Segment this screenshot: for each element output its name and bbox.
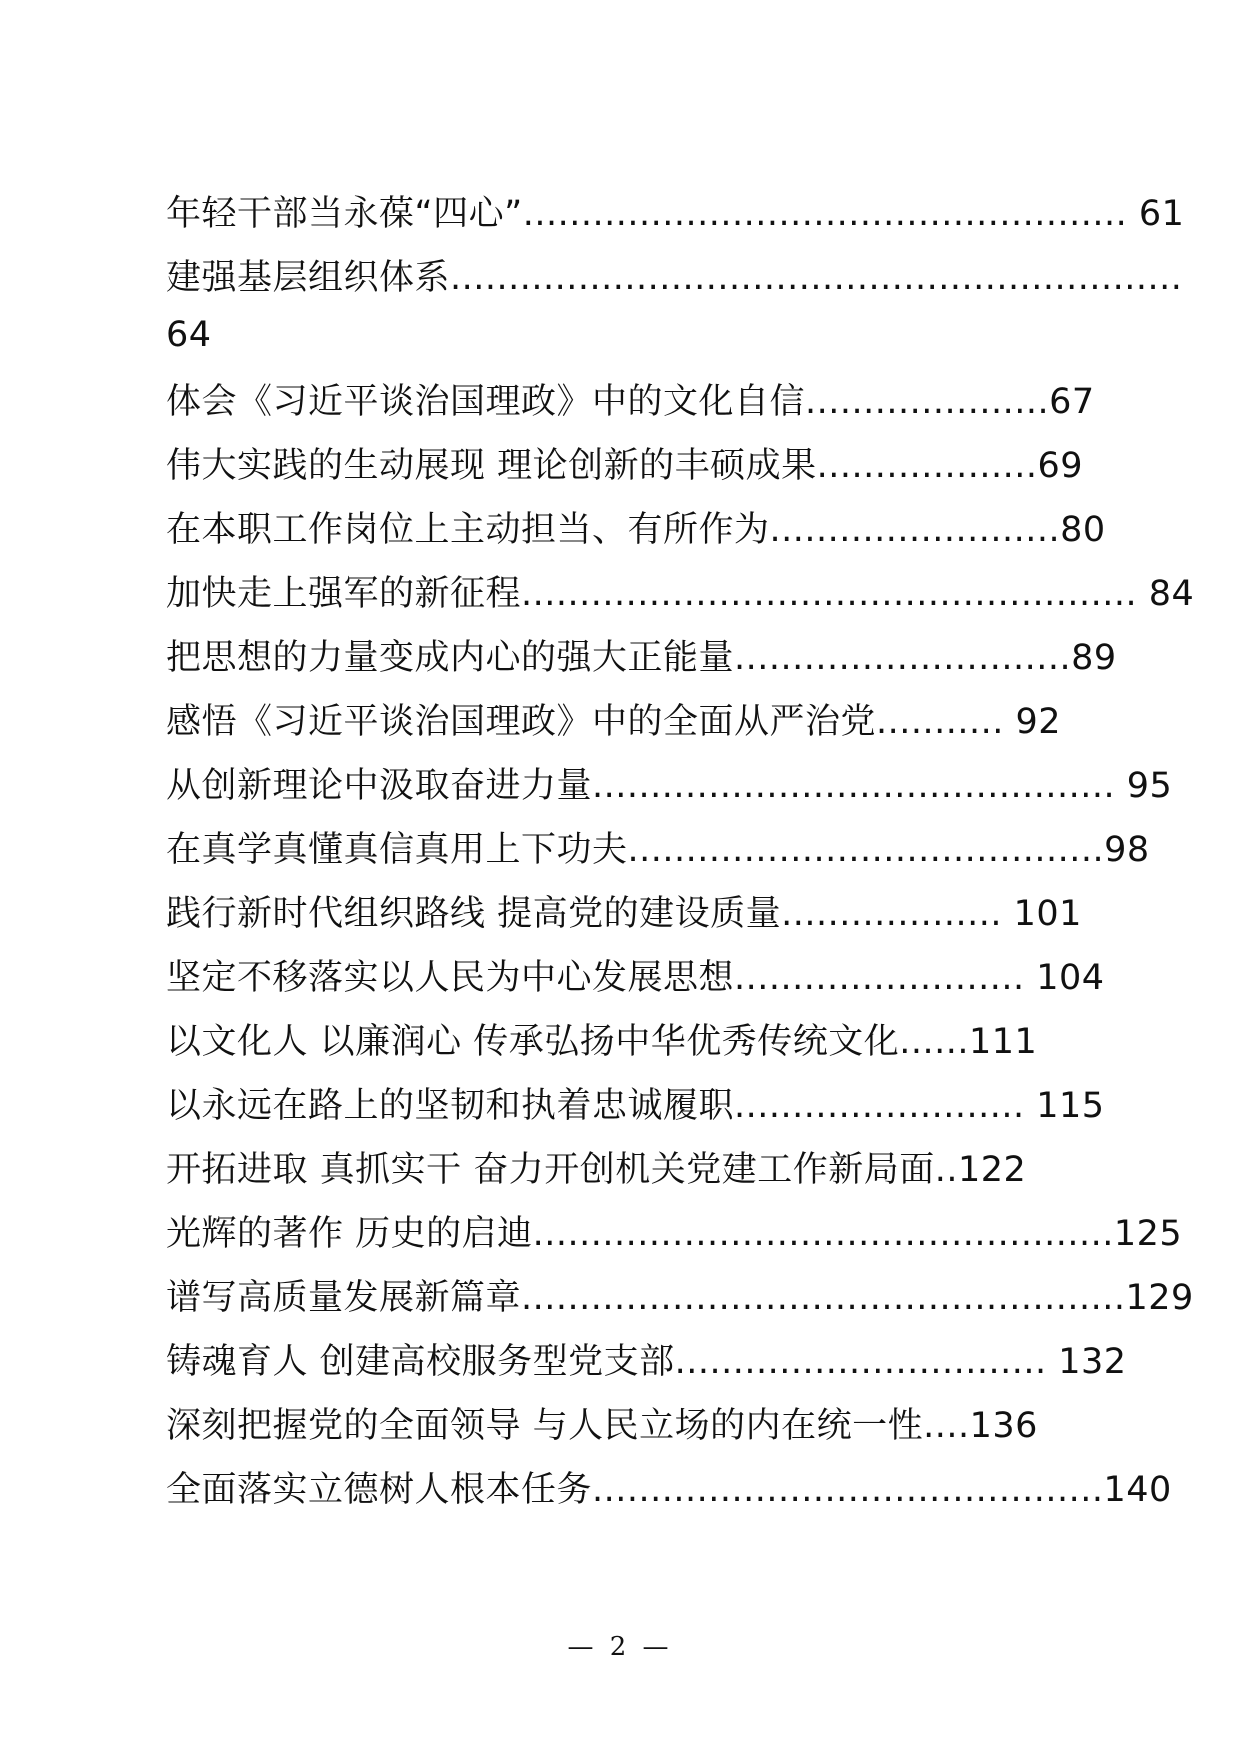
toc-entry[interactable]: 谱写高质量发展新篇章....................................................129	[166, 1278, 1194, 1318]
toc-entry[interactable]: 以文化人 以廉润心 传承弘扬中华优秀传统文化......111	[166, 1022, 1038, 1062]
toc-entry[interactable]: 年轻干部当永葆“四心”.................................................... 61	[166, 194, 1185, 234]
toc-entry[interactable]: 坚定不移落实以人民为中心发展思想......................... 104	[166, 958, 1105, 998]
toc-entry[interactable]: 伟大实践的生动展现 理论创新的丰硕成果...................69	[166, 446, 1084, 486]
toc-entry[interactable]: 体会《习近平谈治国理政》中的文化自信.....................67	[166, 382, 1095, 422]
toc-entry[interactable]: 从创新理论中汲取奋进力量............................................. 95	[166, 766, 1173, 806]
toc-entry[interactable]: 感悟《习近平谈治国理政》中的全面从严治党........... 92	[166, 702, 1062, 742]
toc-entry[interactable]: 在真学真懂真信真用上下功夫.........................................98	[166, 830, 1150, 870]
toc-entry-page-number[interactable]: 64	[166, 315, 212, 355]
toc-entry[interactable]: 开拓进取 真抓实干 奋力开创机关党建工作新局面..122	[166, 1150, 1027, 1190]
toc-entry[interactable]: 在本职工作岗位上主动担当、有所作为.........................80	[166, 510, 1106, 550]
page-number-footer: — 2 —	[567, 1632, 673, 1662]
toc-entry[interactable]: 建强基层组织体系...............................................................	[166, 258, 1183, 298]
toc-entry[interactable]: 以永远在路上的坚韧和执着忠诚履职......................... 115	[166, 1086, 1105, 1126]
toc-entry[interactable]: 光辉的著作 历史的启迪..................................................125	[166, 1214, 1183, 1254]
toc-entry[interactable]: 把思想的力量变成内心的强大正能量.............................89	[166, 638, 1117, 678]
toc-entry[interactable]: 全面落实立德树人根本任务............................................140	[166, 1470, 1172, 1510]
toc-entry[interactable]: 铸魂育人 创建高校服务型党支部................................ 132	[166, 1342, 1127, 1382]
toc-entry[interactable]: 深刻把握党的全面领导 与人民立场的内在统一性....136	[166, 1406, 1038, 1446]
table-of-contents	[166, 182, 1226, 1522]
toc-entry[interactable]: 践行新时代组织路线 提高党的建设质量................... 101	[166, 894, 1082, 934]
toc-entry[interactable]: 加快走上强军的新征程..................................................... 84	[166, 574, 1195, 614]
